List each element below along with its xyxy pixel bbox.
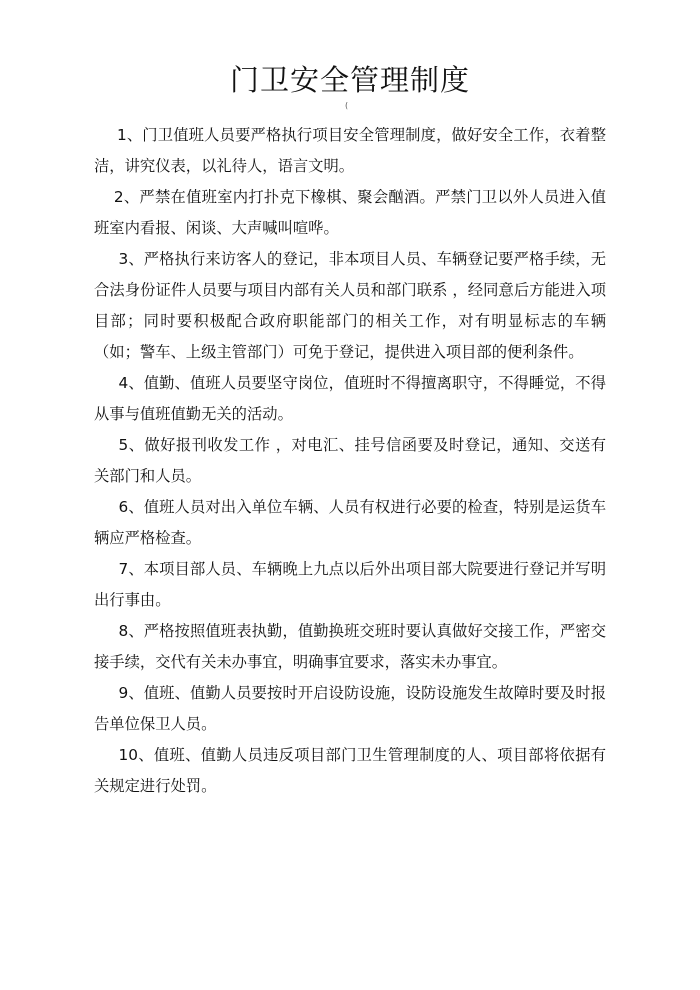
rule-paragraph-8: 8、严格按照值班表执勤，值勤换班交班时要认真做好交接工作，严密交接手续，交代有关未办事宜，明确事宜要求，落实未办事宜。 [94, 622, 606, 671]
rule-paragraph-10: 10、值班、值勤人员违反项目部门卫生管理制度的人、项目部将依据有关规定进行处罚。 [94, 746, 606, 795]
document-body [94, 120, 606, 802]
rule-paragraph-2: 2、严禁在值班室内打扑克下橡棋、聚会酗酒。严禁门卫以外人员进入值班室内看报、闲谈、大声喊叫喧哗。 [94, 188, 606, 237]
stray-mark: ( [345, 101, 349, 110]
rule-paragraph-7: 7、本项目部人员、车辆晚上九点以后外出项目部大院要进行登记并写明出行事由。 [94, 560, 606, 609]
rule-paragraph-5: 5、做好报刊收发工作 ，对电汇、挂号信函要及时登记，通知、交送有关部门和人员。 [94, 436, 606, 485]
rule-paragraph-3: 3、严格执行来访客人的登记，非本项目人员、车辆登记要严格手续，无合法身份证件人员要与项目内部有关人员和部门联系 ，经同意后方能进入项目部；同时要积极配合政府职能部门的相关工作，对有明显标志的车辆（如；警车、上级主管部门）可免于登记，提供进入项目部的便利条件。 [94, 250, 606, 361]
document-title: 门卫安全管理制度 [229, 63, 470, 97]
rule-paragraph-6: 6、值班人员对出入单位车辆、人员有权进行必要的检查，特别是运货车辆应严格检查。 [94, 498, 606, 547]
rule-paragraph-1: 1、门卫值班人员要严格执行项目安全管理制度，做好安全工作，衣着整洁，讲究仪表，以礼待人，语言文明。 [94, 126, 606, 175]
rule-paragraph-4: 4、值勤、值班人员要坚守岗位，值班时不得擅离职守，不得睡觉，不得从事与值班值勤无关的活动。 [94, 374, 606, 423]
rule-paragraph-9: 9、值班、值勤人员要按时开启设防设施，设防设施发生故障时要及时报告单位保卫人员。 [94, 684, 606, 733]
